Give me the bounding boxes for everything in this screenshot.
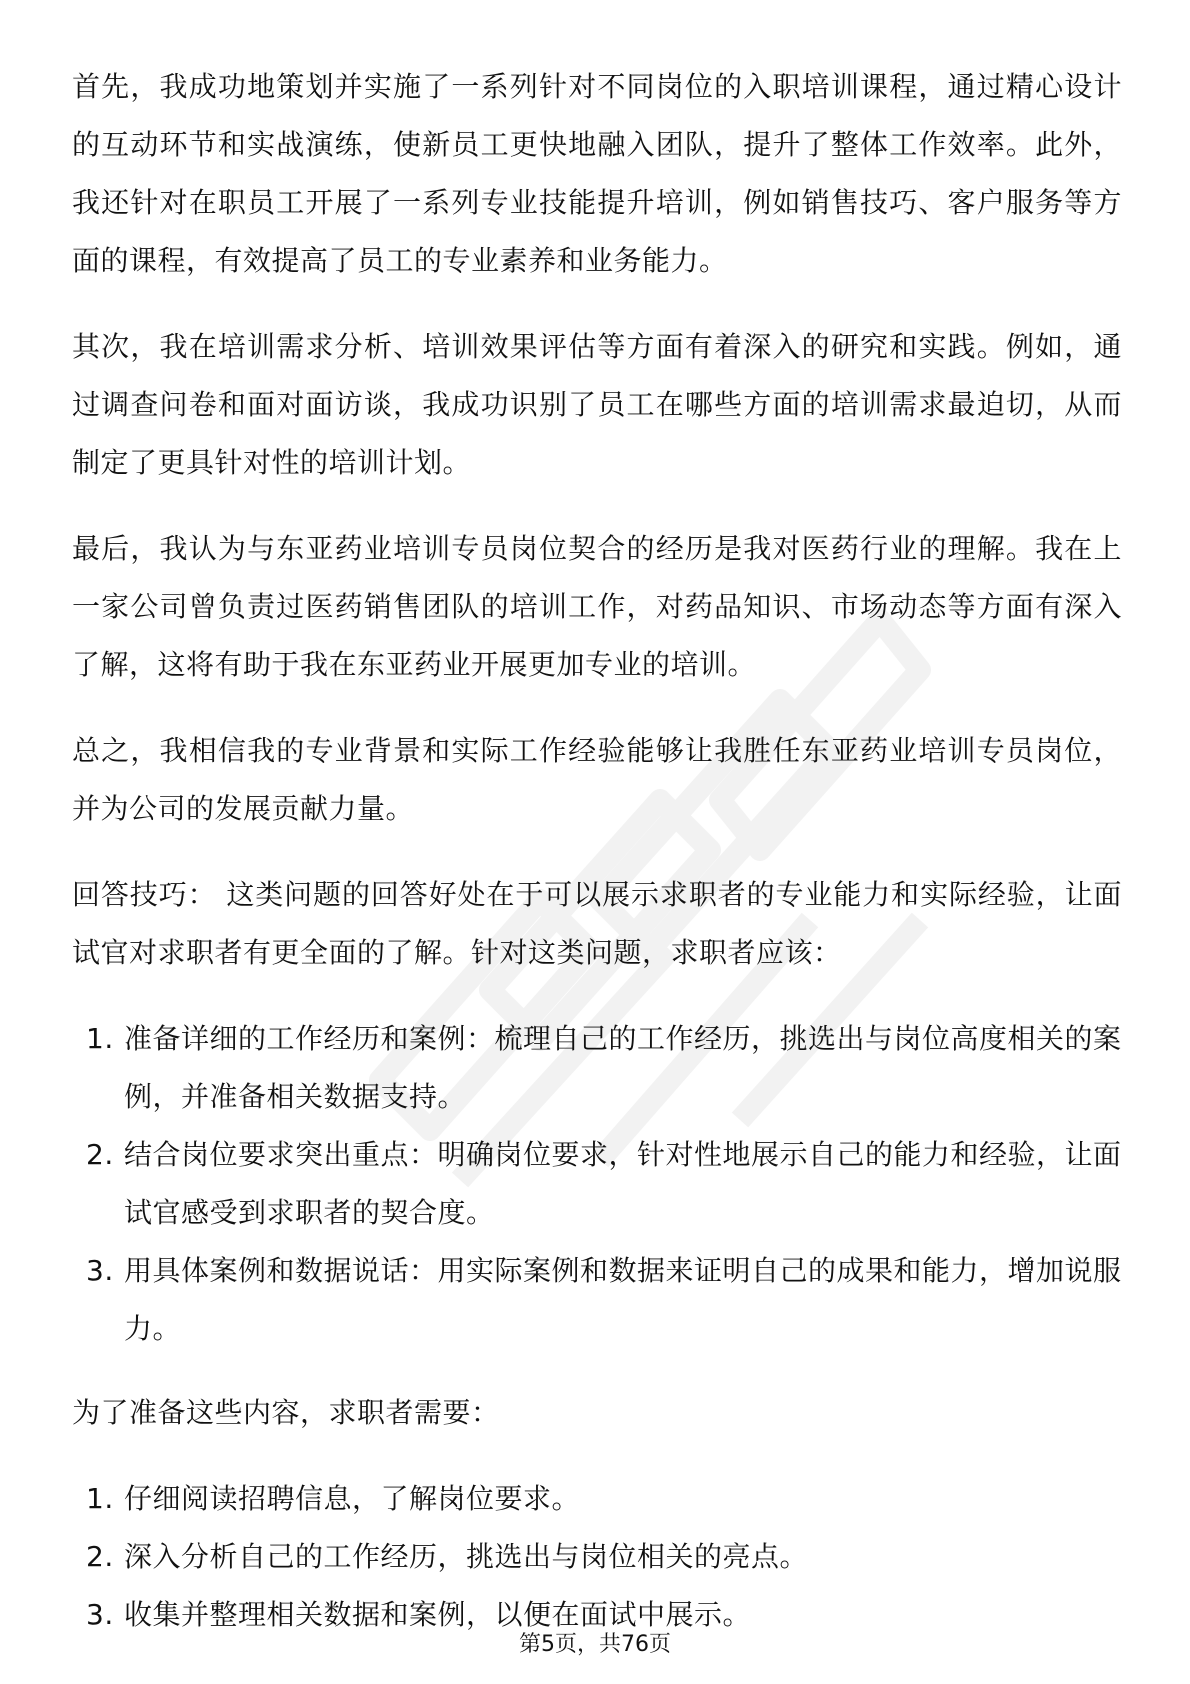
page-footer: 第5页，共76页	[519, 1632, 671, 1657]
paragraph-answer-tips: 回答技巧： 这类问题的回答好处在于可以展示求职者的专业能力和实际经验，让面试官对求职者有更全面的了解。针对这类问题，求职者应该：	[72, 878, 1122, 969]
list-item-text: 收集并整理相关数据和案例，以便在面试中展示。	[124, 1598, 752, 1631]
main-content	[72, 58, 1122, 1670]
paragraph-preparation: 为了准备这些内容，求职者需要：	[72, 1396, 500, 1429]
list-item	[72, 1470, 1122, 1528]
list-number: 3.	[86, 1598, 114, 1631]
list-item-text: 仔细阅读招聘信息，了解岗位要求。	[124, 1482, 581, 1515]
paragraph-industry-fit: 最后，我认为与东亚药业培训专员岗位契合的经历是我对医药行业的理解。我在上一家公司曾负责过医药销售团队的培训工作，对药品知识、市场动态等方面有深入了解，这将有助于我在东亚药业开展更加专业的培训。	[72, 532, 1122, 681]
paragraph-achievements: 首先，我成功地策划并实施了一系列针对不同岗位的入职培训课程，通过精心设计的互动环节和实战演练，使新员工更快地融入团队，提升了整体工作效率。此外，我还针对在职员工开展了一系列专业技能提升培训，例如销售技巧、客户服务等方面的课程，有效提高了员工的专业素养和业务能力。	[72, 70, 1122, 277]
tips-list	[72, 1010, 1122, 1358]
list-item-text: 深入分析自己的工作经历，挑选出与岗位相关的亮点。	[124, 1540, 809, 1573]
list-number: 3.	[86, 1254, 114, 1287]
list-item	[72, 1010, 1122, 1126]
list-number: 1.	[86, 1022, 114, 1055]
list-item-text: 结合岗位要求突出重点：明确岗位要求，针对性地展示自己的能力和经验，让面试官感受到求职者的契合度。	[124, 1138, 1122, 1229]
list-number: 2.	[86, 1540, 114, 1573]
preparation-list	[72, 1470, 1122, 1644]
list-item-text: 准备详细的工作经历和案例：梳理自己的工作经历，挑选出与岗位高度相关的案例，并准备相关数据支持。	[124, 1022, 1122, 1113]
list-item	[72, 1528, 1122, 1586]
paragraph-conclusion: 总之，我相信我的专业背景和实际工作经验能够让我胜任东亚药业培训专员岗位，并为公司的发展贡献力量。	[72, 734, 1122, 825]
list-item	[72, 1126, 1122, 1242]
list-number: 2.	[86, 1138, 114, 1171]
list-item	[72, 1242, 1122, 1358]
list-number: 1.	[86, 1482, 114, 1515]
list-item-text: 用具体案例和数据说话：用实际案例和数据来证明自己的成果和能力，增加说服力。	[124, 1254, 1122, 1345]
paragraph-needs-analysis: 其次，我在培训需求分析、培训效果评估等方面有着深入的研究和实践。例如，通过调查问卷和面对面访谈，我成功识别了员工在哪些方面的培训需求最迫切，从而制定了更具针对性的培训计划。	[72, 330, 1122, 479]
